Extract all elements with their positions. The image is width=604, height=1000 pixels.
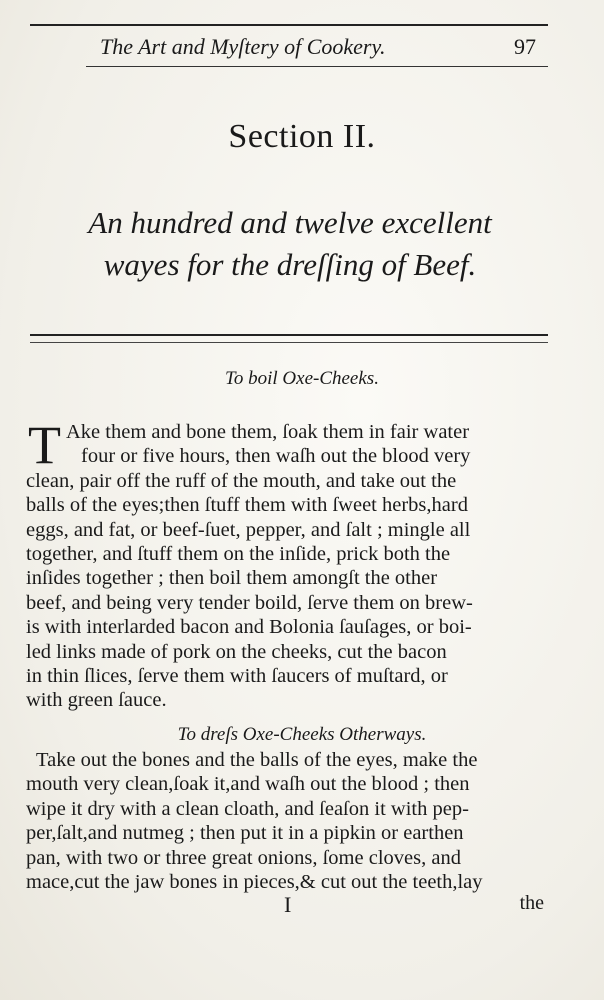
- text-line: is with interlarded bacon and Bolonia ſauſages, or boi-: [26, 616, 472, 639]
- text-line: inſides together ; then boil them amongſt the other: [26, 567, 438, 590]
- text-line: pan, with two or three great onions, ſome cloves, and: [26, 846, 461, 869]
- section-title: Section II.: [228, 118, 376, 155]
- text-line: Ake them and bone them, ſoak them in fair water: [66, 421, 470, 443]
- recipe-body: [26, 415, 546, 713]
- text-line: in thin ſlices, ſerve them with ſaucers of muſtard, or: [26, 665, 448, 688]
- text-line: wipe it dry with a clean cloath, and ſeaſon it with pep-: [26, 797, 469, 820]
- header-rule: [86, 66, 548, 67]
- recipe-heading: To boil Oxe-Cheeks.: [225, 368, 379, 389]
- chapter-title: [30, 202, 550, 286]
- text-line: mouth very clean,ſoak it,and waſh out the blood ; then: [26, 773, 470, 796]
- catchword: the: [519, 892, 544, 914]
- signature-mark: I: [284, 892, 292, 917]
- top-rule: [30, 24, 548, 26]
- text-line: led links made of pork on the cheeks, cut the bacon: [26, 640, 447, 663]
- recipe-heading: To dreſs Oxe-Cheeks Otherways.: [177, 724, 427, 745]
- text-line: balls of the eyes;then ſtuff them with ſweet herbs,hard: [26, 494, 468, 517]
- text-line: beef, and being very tender boild, ſerve them on brew-: [26, 591, 473, 614]
- text-line: Take out the bones and the balls of the eyes, make the: [36, 749, 478, 771]
- text-line: mace,cut the jaw bones in pieces,& cut out the teeth,lay: [26, 871, 483, 894]
- text-line: four or five hours, then waſh out the blood very: [81, 445, 471, 468]
- recipe-body: [26, 748, 546, 894]
- running-title: The Art and Myſtery of Cookery.: [100, 34, 386, 59]
- text-line: per,ſalt,and nutmeg ; then put it in a pipkin or earthen: [26, 822, 464, 845]
- text-line: clean, pair off the ruff of the mouth, and take out the: [26, 469, 457, 492]
- chapter-title-line: wayes for the dreſſing of Beef.: [103, 247, 477, 282]
- page-number: 97: [514, 34, 536, 59]
- text-line: eggs, and fat, or beef-ſuet, pepper, and ſalt ; mingle all: [26, 518, 471, 541]
- text-line: with green ſauce.: [26, 689, 167, 712]
- chapter-title-line: An hundred and twelve excellent: [88, 205, 492, 240]
- text-line: together, and ſtuff them on the inſide, prick both the: [26, 543, 451, 566]
- drop-capital: T: [28, 415, 61, 475]
- divider-rule: [30, 334, 548, 336]
- divider-rule-thin: [30, 342, 548, 343]
